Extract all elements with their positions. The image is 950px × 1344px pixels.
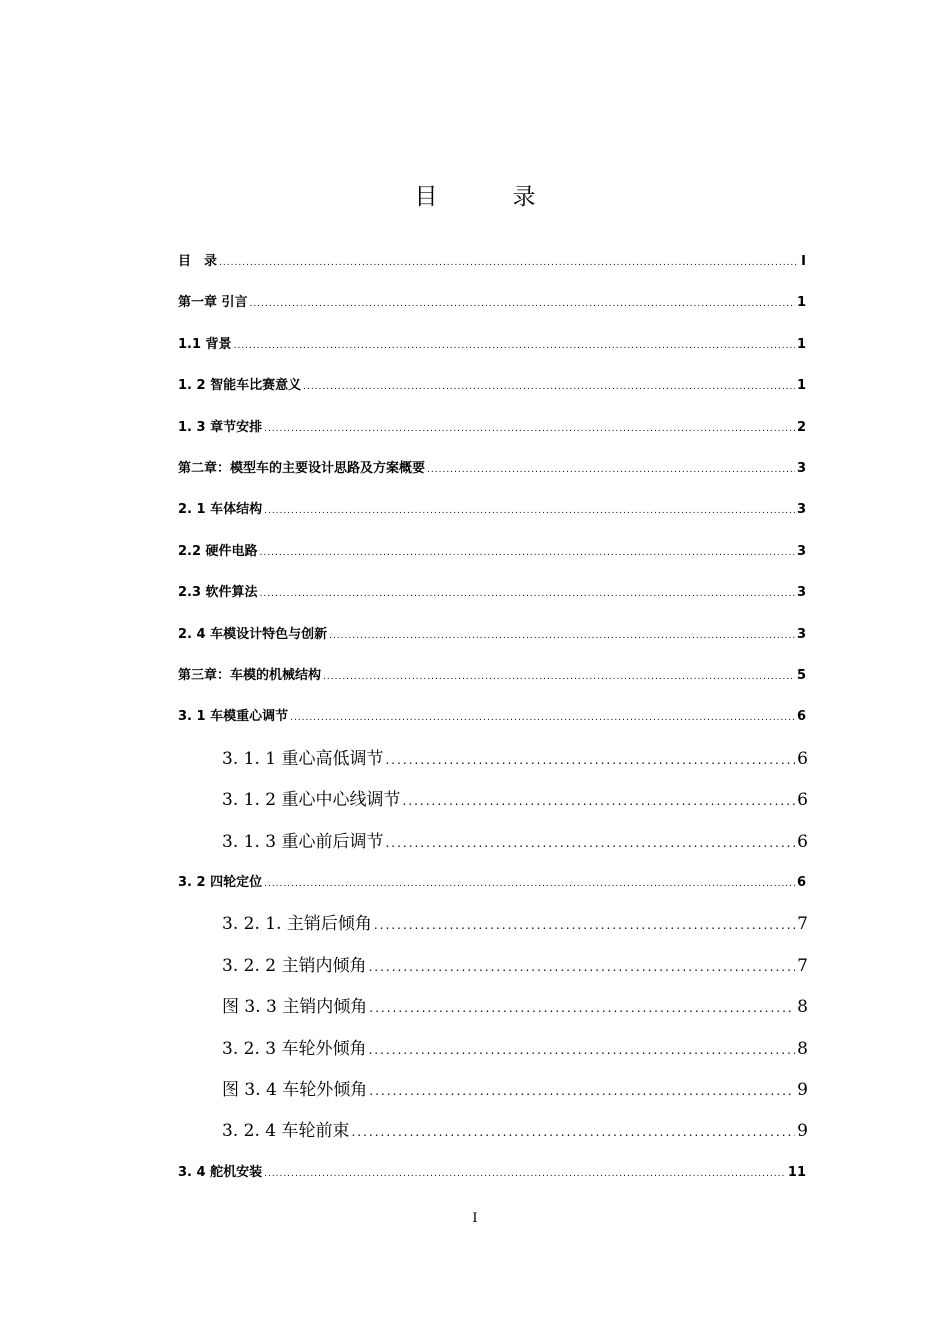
toc-entry-label: 3. 1. 1 重心高低调节 — [222, 748, 384, 769]
toc-entry-page: 6 — [797, 831, 808, 852]
toc-entry-page: 7 — [797, 914, 808, 935]
toc-entry-label: 图 3. 4 车轮外倾角 — [222, 1080, 368, 1100]
toc-entry-page: 8 — [797, 1038, 808, 1059]
toc-entry-page: 11 — [787, 1164, 806, 1180]
toc-leader-dots — [368, 1043, 795, 1057]
toc-leader-dots — [219, 258, 799, 268]
toc-entry[interactable] — [222, 951, 808, 976]
toc-entry-label: 图 3. 3 主销内倾角 — [222, 997, 368, 1018]
toc-entry[interactable] — [178, 623, 806, 642]
toc-leader-dots — [260, 548, 795, 558]
toc-entry-label: 3. 1. 3 重心前后调节 — [222, 831, 384, 852]
toc-entry-label: 3. 2. 4 车轮前束 — [222, 1121, 350, 1142]
toc-entry[interactable] — [178, 333, 806, 352]
toc-entry-page: 6 — [797, 748, 808, 769]
toc-entry[interactable] — [178, 871, 806, 890]
toc-entry[interactable] — [178, 457, 806, 476]
toc-entry-page: 1 — [796, 295, 806, 311]
toc-entry[interactable] — [222, 992, 808, 1017]
toc-leader-dots — [402, 794, 795, 808]
toc-entry-label: 第一章 引言 — [178, 295, 248, 311]
toc-leader-dots — [260, 589, 795, 599]
toc-leader-dots — [290, 713, 795, 723]
toc-leader-dots — [264, 879, 795, 889]
toc-entry-label: 3. 2 四轮定位 — [178, 875, 263, 890]
toc-leader-dots — [264, 1169, 786, 1179]
toc-leader-dots — [250, 299, 795, 309]
page-title: 目 录 — [414, 184, 562, 210]
toc-entry[interactable] — [222, 1034, 808, 1059]
toc-entry-page: 1 — [796, 336, 806, 352]
toc-entry[interactable] — [178, 705, 806, 724]
toc-entry-label: 3. 4 舵机安装 — [178, 1164, 263, 1180]
toc-leader-dots — [234, 341, 795, 351]
toc-entry-page: 9 — [797, 1080, 808, 1100]
toc-entry-label: 第三章：车模的机械结构 — [178, 668, 322, 683]
page-number: I — [472, 1211, 478, 1226]
toc-leader-dots — [303, 382, 795, 392]
toc-leader-dots — [385, 836, 795, 850]
toc-entry-page: 7 — [797, 955, 808, 976]
toc-entry-label: 目 录 — [178, 254, 218, 269]
toc-leader-dots — [368, 960, 795, 974]
toc-entry-page: 3 — [796, 585, 806, 601]
toc-entry[interactable] — [178, 416, 806, 435]
toc-entry-label: 2. 1 车体结构 — [178, 502, 263, 518]
toc-entry-page: 6 — [796, 875, 806, 890]
toc-entry[interactable] — [178, 374, 806, 393]
toc-leader-dots — [264, 424, 795, 434]
toc-entry-page: 9 — [797, 1121, 808, 1142]
toc-entry-page: 5 — [796, 668, 806, 683]
toc-leader-dots — [427, 465, 795, 475]
toc-entry[interactable] — [222, 1116, 808, 1141]
toc-leader-dots — [385, 753, 795, 767]
toc-entry[interactable] — [178, 581, 806, 600]
toc-entry[interactable] — [222, 744, 808, 769]
toc-entry-label: 3. 2. 2 主销内倾角 — [222, 955, 367, 976]
toc-leader-dots — [374, 918, 795, 932]
toc-entry-label: 2. 4 车模设计特色与创新 — [178, 626, 328, 642]
toc-entry[interactable] — [222, 827, 808, 852]
toc-entry-page: 1 — [796, 378, 806, 394]
toc-entry-label: 3. 1 车模重心调节 — [178, 709, 289, 725]
toc-entry-page: 8 — [797, 997, 808, 1018]
toc-entry[interactable] — [178, 540, 806, 559]
toc-entry-page: I — [801, 254, 806, 269]
toc-entry[interactable] — [178, 291, 806, 310]
toc-leader-dots — [351, 1125, 795, 1139]
toc-entry-label: 2.2 硬件电路 — [178, 543, 258, 559]
toc-entry-page: 3 — [796, 543, 806, 559]
toc-entry[interactable] — [222, 1075, 808, 1100]
toc-entry[interactable] — [222, 909, 808, 934]
toc-leader-dots — [369, 1084, 795, 1098]
toc-entry-label: 3. 2. 3 车轮外倾角 — [222, 1038, 367, 1059]
toc-entry[interactable] — [222, 785, 808, 810]
toc-leader-dots — [264, 506, 795, 516]
toc-entry-page: 6 — [796, 709, 806, 725]
toc-entry-label: 1. 3 章节安排 — [178, 419, 263, 435]
toc-entry-label: 1.1 背景 — [178, 336, 232, 352]
toc-leader-dots — [369, 1001, 795, 1015]
toc-entry-page: 3 — [796, 461, 806, 476]
toc-entry-page: 2 — [796, 419, 806, 435]
toc-entry-label: 2.3 软件算法 — [178, 585, 258, 601]
toc-entry-page: 6 — [797, 790, 808, 811]
toc-leader-dots — [329, 631, 795, 641]
toc-entry-label: 第二章：模型车的主要设计思路及方案概要 — [178, 461, 426, 476]
toc-entry-page: 3 — [796, 626, 806, 642]
toc-entry[interactable] — [178, 664, 806, 683]
toc-entry-page: 3 — [796, 502, 806, 518]
toc-entry[interactable] — [178, 498, 806, 517]
toc-entry[interactable] — [178, 1161, 806, 1180]
toc-entry-label: 1. 2 智能车比赛意义 — [178, 378, 302, 394]
toc-entry-label: 3. 2. 1. 主销后倾角 — [222, 914, 372, 935]
toc-leader-dots — [323, 672, 795, 682]
toc-entry-label: 3. 1. 2 重心中心线调节 — [222, 790, 401, 811]
toc-entry[interactable] — [178, 250, 806, 269]
